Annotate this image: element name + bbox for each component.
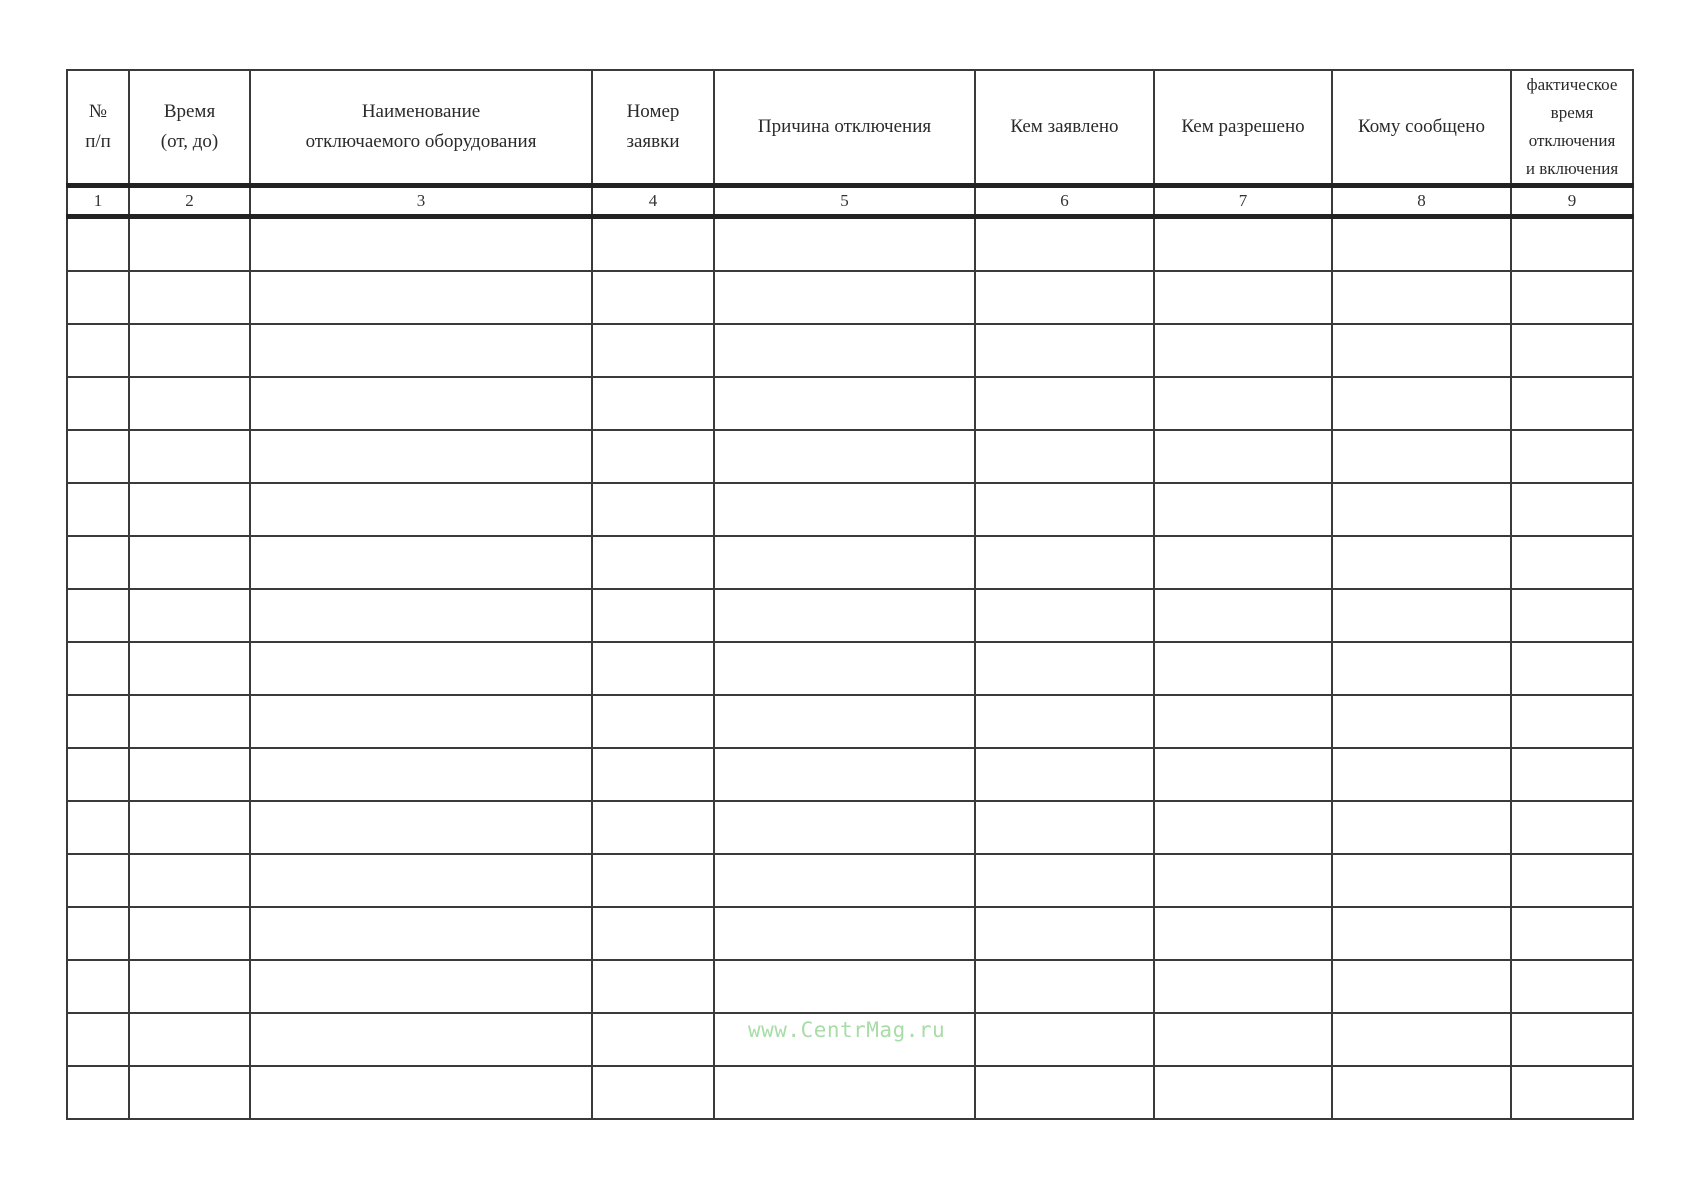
table-cell bbox=[592, 217, 714, 272]
table-cell bbox=[1332, 483, 1511, 536]
table-cell bbox=[1511, 324, 1633, 377]
column-header-reason: Причина отключения bbox=[714, 70, 975, 186]
table-cell bbox=[67, 1066, 129, 1119]
table-row bbox=[67, 854, 1633, 907]
table-cell bbox=[975, 748, 1154, 801]
table-cell bbox=[129, 801, 250, 854]
column-header-request-number: Номер заявки bbox=[592, 70, 714, 186]
table-cell bbox=[1511, 1066, 1633, 1119]
table-row bbox=[67, 430, 1633, 483]
column-number: 9 bbox=[1511, 186, 1633, 217]
table-cell bbox=[67, 324, 129, 377]
column-header-equipment: Наименование отключаемого оборудования bbox=[250, 70, 592, 186]
table-cell bbox=[250, 1066, 592, 1119]
table-cell bbox=[1511, 1013, 1633, 1066]
table-cell bbox=[1332, 430, 1511, 483]
table-cell bbox=[250, 960, 592, 1013]
table-cell bbox=[1154, 536, 1332, 589]
table-cell bbox=[1511, 589, 1633, 642]
table-cell bbox=[714, 377, 975, 430]
table-cell bbox=[975, 430, 1154, 483]
table-cell bbox=[1511, 695, 1633, 748]
table-cell bbox=[592, 324, 714, 377]
table-cell bbox=[1332, 324, 1511, 377]
table-cell bbox=[67, 430, 129, 483]
table-cell bbox=[1154, 642, 1332, 695]
table-cell bbox=[1332, 1013, 1511, 1066]
table-cell bbox=[250, 1013, 592, 1066]
table-cell bbox=[1154, 960, 1332, 1013]
table-cell bbox=[67, 960, 129, 1013]
table-cell bbox=[129, 748, 250, 801]
table-row bbox=[67, 801, 1633, 854]
table-cell bbox=[975, 589, 1154, 642]
table-cell bbox=[592, 854, 714, 907]
table-cell bbox=[129, 589, 250, 642]
table-cell bbox=[129, 536, 250, 589]
table-cell bbox=[975, 271, 1154, 324]
watermark: www.CentrMag.ru bbox=[748, 1018, 946, 1042]
table-cell bbox=[250, 695, 592, 748]
table-cell bbox=[1511, 801, 1633, 854]
table-cell bbox=[1154, 748, 1332, 801]
column-header-number: № п/п bbox=[67, 70, 129, 186]
table-cell bbox=[1332, 536, 1511, 589]
table-cell bbox=[67, 536, 129, 589]
table-cell bbox=[250, 483, 592, 536]
column-number-row bbox=[67, 186, 1633, 217]
column-number: 8 bbox=[1332, 186, 1511, 217]
table-cell bbox=[1154, 589, 1332, 642]
table-row bbox=[67, 217, 1633, 272]
table-cell bbox=[1332, 589, 1511, 642]
table-row bbox=[67, 695, 1633, 748]
table-cell bbox=[592, 271, 714, 324]
column-number: 5 bbox=[714, 186, 975, 217]
table-cell bbox=[592, 748, 714, 801]
table-row bbox=[67, 907, 1633, 960]
table-row bbox=[67, 377, 1633, 430]
table-cell bbox=[129, 483, 250, 536]
table-cell bbox=[714, 271, 975, 324]
table-cell bbox=[129, 217, 250, 272]
table-cell bbox=[250, 907, 592, 960]
table-cell bbox=[1332, 748, 1511, 801]
table-cell bbox=[975, 324, 1154, 377]
table-cell bbox=[1511, 430, 1633, 483]
table-cell bbox=[129, 1013, 250, 1066]
table-cell bbox=[1154, 430, 1332, 483]
table-cell bbox=[1332, 217, 1511, 272]
table-cell bbox=[1154, 483, 1332, 536]
table-cell bbox=[250, 377, 592, 430]
table-cell bbox=[592, 642, 714, 695]
table-cell bbox=[1332, 271, 1511, 324]
table-cell bbox=[592, 960, 714, 1013]
table-cell bbox=[1511, 960, 1633, 1013]
table-cell bbox=[714, 907, 975, 960]
table-cell bbox=[1332, 854, 1511, 907]
table-cell bbox=[129, 430, 250, 483]
table-cell bbox=[1511, 854, 1633, 907]
table-cell bbox=[592, 907, 714, 960]
table-cell bbox=[592, 430, 714, 483]
table-cell bbox=[975, 960, 1154, 1013]
table-cell bbox=[67, 695, 129, 748]
table-cell bbox=[1332, 695, 1511, 748]
table-cell bbox=[129, 907, 250, 960]
table-cell bbox=[714, 695, 975, 748]
table-cell bbox=[1154, 695, 1332, 748]
table-cell bbox=[250, 324, 592, 377]
table-cell bbox=[975, 1013, 1154, 1066]
table-cell bbox=[714, 642, 975, 695]
column-header-declared-by: Кем заявлено bbox=[975, 70, 1154, 186]
column-header-notified-to: Кому сообщено bbox=[1332, 70, 1511, 186]
table-row bbox=[67, 642, 1633, 695]
table-cell bbox=[129, 1066, 250, 1119]
table-cell bbox=[592, 1013, 714, 1066]
table-row bbox=[67, 324, 1633, 377]
table-cell bbox=[1511, 642, 1633, 695]
table-cell bbox=[67, 907, 129, 960]
column-number: 4 bbox=[592, 186, 714, 217]
table-cell bbox=[67, 854, 129, 907]
table-cell bbox=[250, 642, 592, 695]
table-cell bbox=[714, 324, 975, 377]
table-cell bbox=[975, 217, 1154, 272]
table-cell bbox=[67, 1013, 129, 1066]
table-cell bbox=[975, 801, 1154, 854]
table-cell bbox=[1332, 907, 1511, 960]
table-cell bbox=[1332, 1066, 1511, 1119]
header-row bbox=[67, 70, 1633, 186]
table-cell bbox=[975, 854, 1154, 907]
table-cell bbox=[129, 960, 250, 1013]
table-cell bbox=[1154, 801, 1332, 854]
table-cell bbox=[1154, 377, 1332, 430]
table-cell bbox=[1154, 217, 1332, 272]
table-cell bbox=[1511, 907, 1633, 960]
table-cell bbox=[1154, 324, 1332, 377]
table-cell bbox=[1332, 801, 1511, 854]
table-cell bbox=[592, 1066, 714, 1119]
table-row bbox=[67, 589, 1633, 642]
table-cell bbox=[714, 536, 975, 589]
table-cell bbox=[1511, 271, 1633, 324]
table-cell bbox=[1511, 377, 1633, 430]
table-cell bbox=[129, 642, 250, 695]
table-cell bbox=[129, 271, 250, 324]
table-cell bbox=[592, 801, 714, 854]
table-cell bbox=[67, 483, 129, 536]
column-header-actual-time: фактическое время отключения и включения bbox=[1511, 70, 1633, 186]
table-cell bbox=[714, 1066, 975, 1119]
table-cell bbox=[975, 377, 1154, 430]
table-cell bbox=[1154, 1066, 1332, 1119]
table-cell bbox=[592, 536, 714, 589]
table-cell bbox=[714, 217, 975, 272]
table-cell bbox=[250, 854, 592, 907]
table-cell bbox=[250, 217, 592, 272]
table-cell bbox=[975, 536, 1154, 589]
table-cell bbox=[250, 271, 592, 324]
table-cell bbox=[1511, 748, 1633, 801]
table-row bbox=[67, 483, 1633, 536]
table-cell bbox=[250, 801, 592, 854]
table-cell bbox=[1511, 536, 1633, 589]
table-cell bbox=[67, 748, 129, 801]
table-cell bbox=[1154, 271, 1332, 324]
table-cell bbox=[714, 748, 975, 801]
table-cell bbox=[592, 589, 714, 642]
column-number: 2 bbox=[129, 186, 250, 217]
column-header-permitted-by: Кем разрешено bbox=[1154, 70, 1332, 186]
table-cell bbox=[714, 483, 975, 536]
table-cell bbox=[67, 642, 129, 695]
table-cell bbox=[975, 483, 1154, 536]
table-cell bbox=[975, 695, 1154, 748]
table-row bbox=[67, 960, 1633, 1013]
table-cell bbox=[592, 483, 714, 536]
table-cell bbox=[714, 854, 975, 907]
column-number: 6 bbox=[975, 186, 1154, 217]
journal-table bbox=[66, 69, 1634, 1120]
table-cell bbox=[714, 430, 975, 483]
table-row bbox=[67, 271, 1633, 324]
table-cell bbox=[592, 695, 714, 748]
table-cell bbox=[975, 1066, 1154, 1119]
table-cell bbox=[1332, 960, 1511, 1013]
table-row bbox=[67, 748, 1633, 801]
table-cell bbox=[975, 642, 1154, 695]
table-cell bbox=[1511, 217, 1633, 272]
table-cell bbox=[1154, 907, 1332, 960]
table-row bbox=[67, 1066, 1633, 1119]
table-cell bbox=[67, 377, 129, 430]
table-cell bbox=[129, 695, 250, 748]
table-cell bbox=[1511, 483, 1633, 536]
table-cell bbox=[250, 536, 592, 589]
table-cell bbox=[67, 589, 129, 642]
table-cell bbox=[1154, 854, 1332, 907]
table-cell bbox=[67, 217, 129, 272]
column-number: 7 bbox=[1154, 186, 1332, 217]
table-cell bbox=[129, 854, 250, 907]
table-body bbox=[67, 217, 1633, 1120]
column-header-time: Время (от, до) bbox=[129, 70, 250, 186]
table-cell bbox=[714, 960, 975, 1013]
table-cell bbox=[67, 271, 129, 324]
table-cell bbox=[714, 801, 975, 854]
table-cell bbox=[1332, 377, 1511, 430]
table-cell bbox=[975, 907, 1154, 960]
column-number: 3 bbox=[250, 186, 592, 217]
table-cell bbox=[67, 801, 129, 854]
table-cell bbox=[129, 377, 250, 430]
table-cell bbox=[129, 324, 250, 377]
table-cell bbox=[250, 430, 592, 483]
table-cell bbox=[250, 748, 592, 801]
table-cell bbox=[714, 589, 975, 642]
column-number: 1 bbox=[67, 186, 129, 217]
table-cell bbox=[1332, 642, 1511, 695]
table-cell bbox=[250, 589, 592, 642]
table-cell bbox=[1154, 1013, 1332, 1066]
table-cell bbox=[592, 377, 714, 430]
table-row bbox=[67, 536, 1633, 589]
